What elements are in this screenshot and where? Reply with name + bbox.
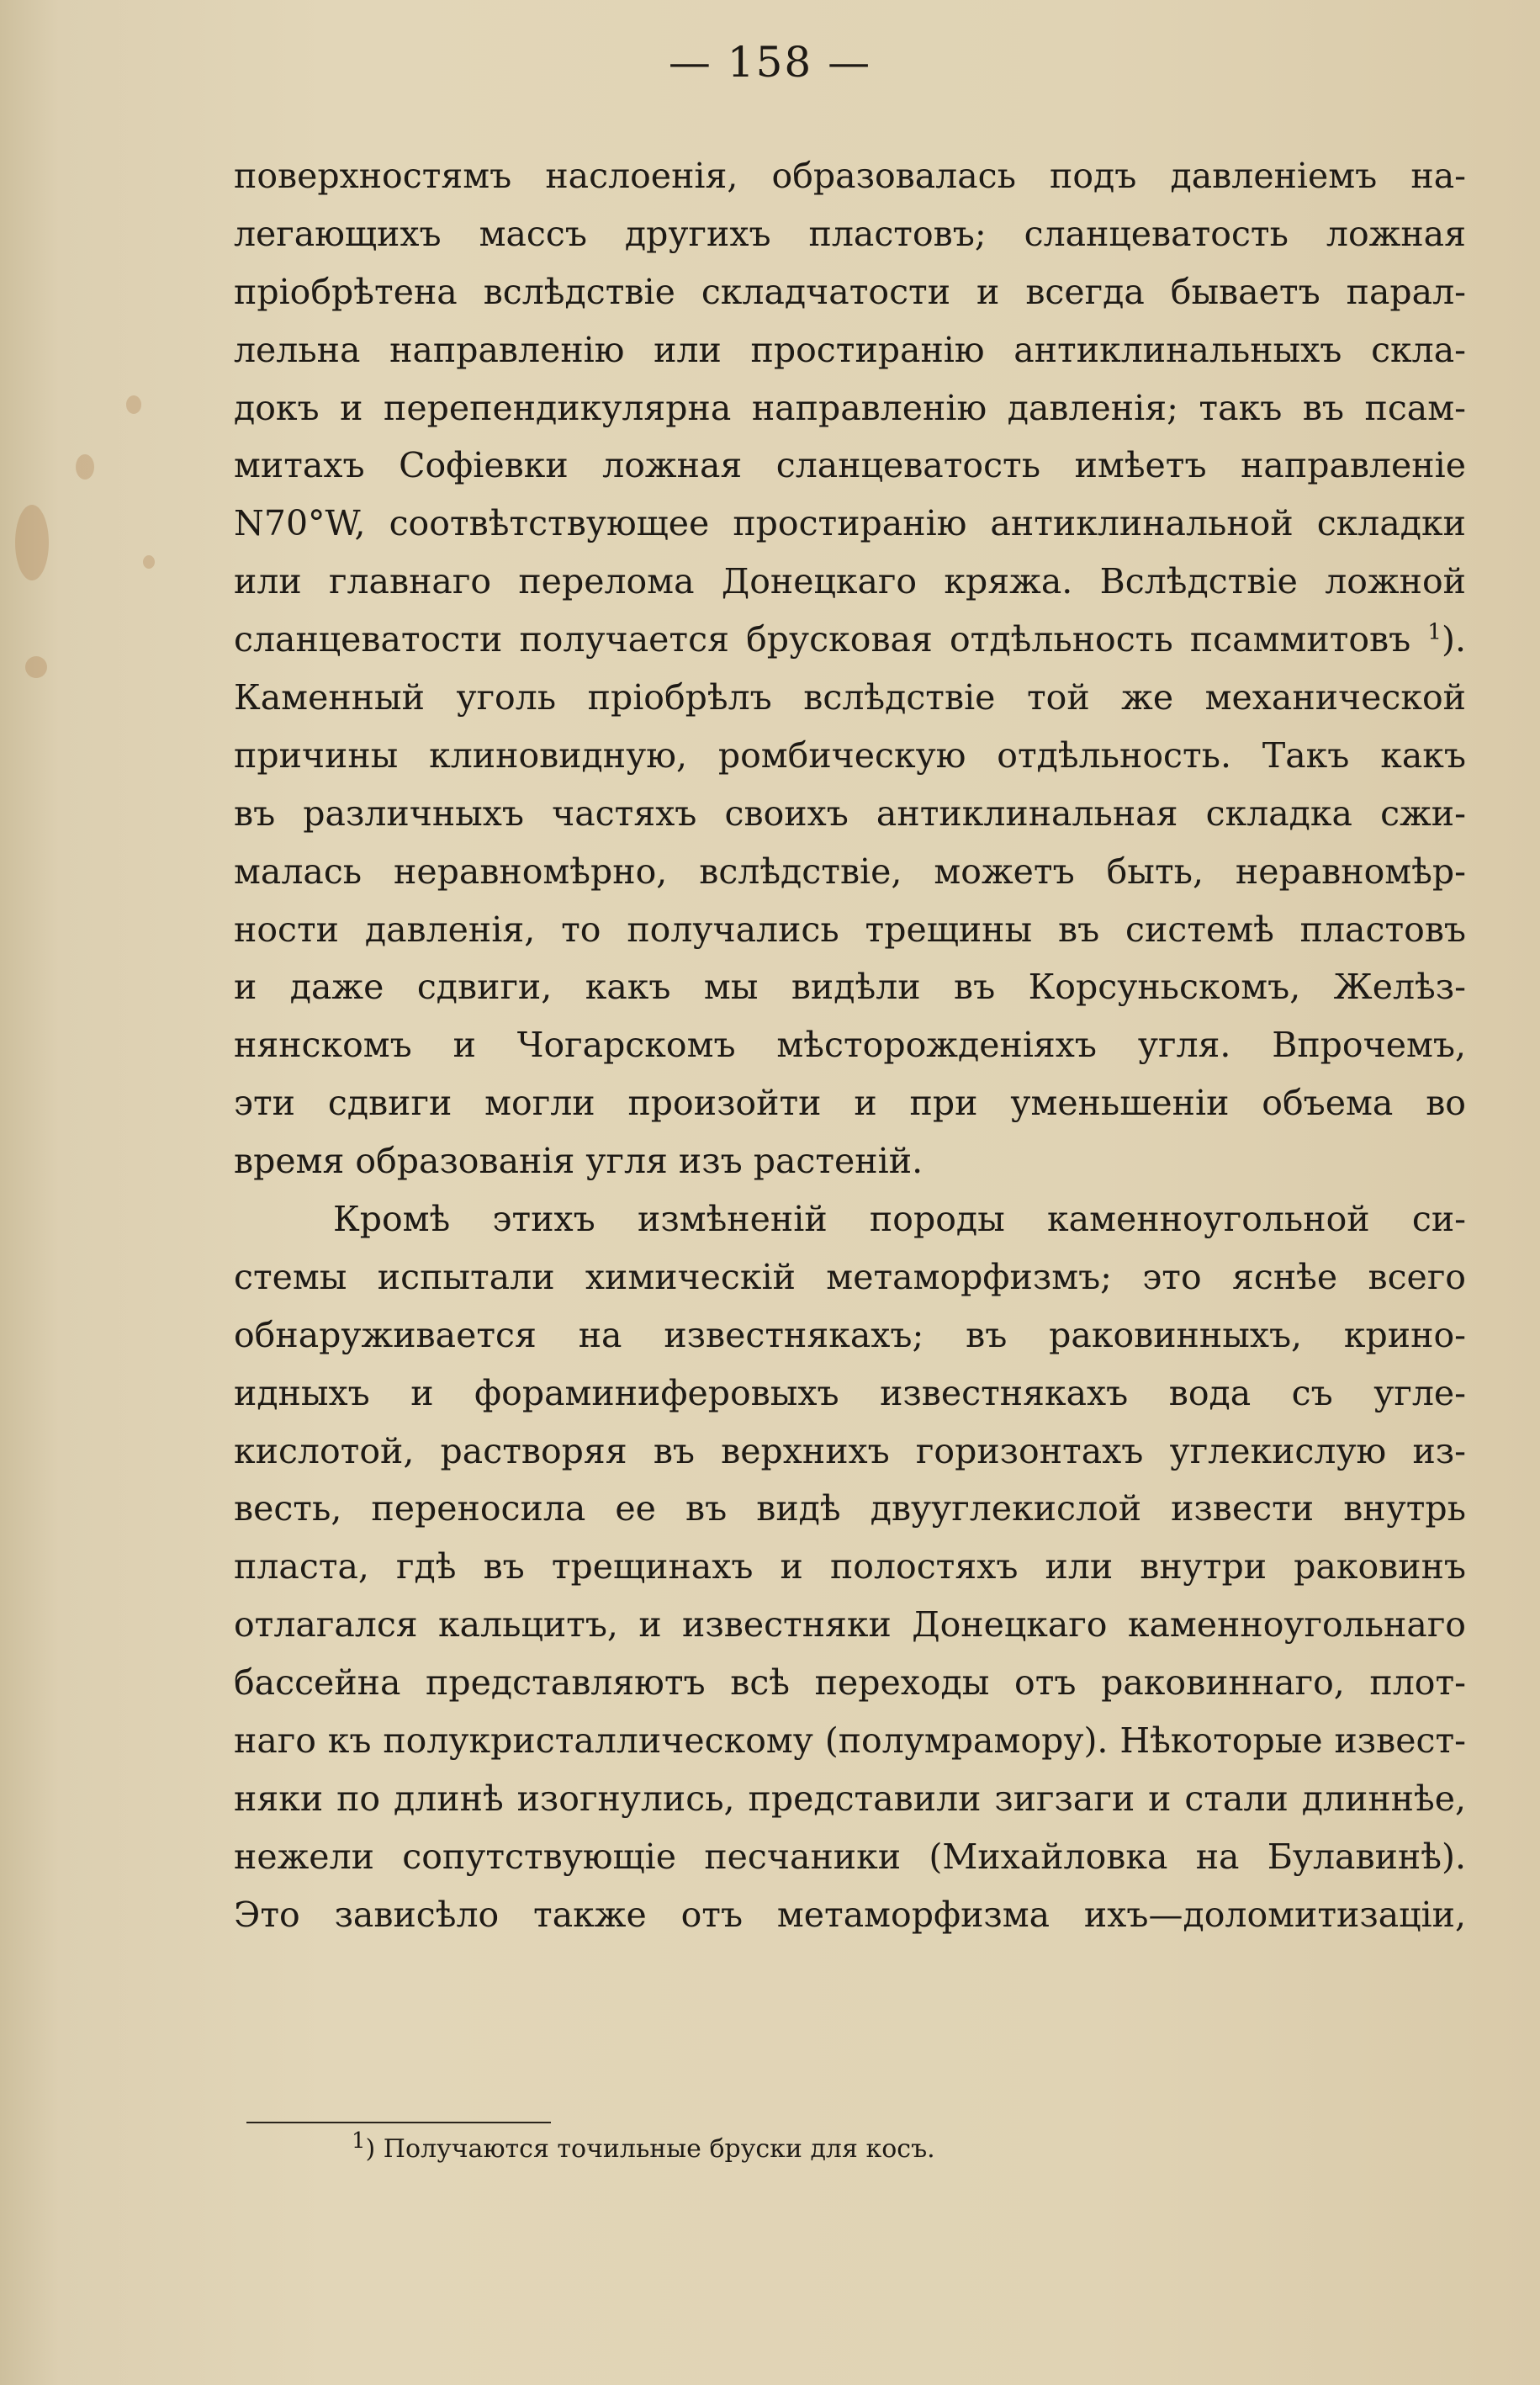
text-line: лельна направленію или простиранію антиклинальныхъ скла- bbox=[234, 329, 1466, 370]
text-line: докъ и перепендикулярна направленію давленія; такъ въ псам- bbox=[234, 387, 1466, 428]
paragraph-1 bbox=[234, 147, 1466, 1190]
body-text bbox=[234, 147, 1466, 1944]
text-line: эти сдвиги могли произойти и при уменьшеніи объема во bbox=[234, 1083, 1466, 1124]
text-line: отлагался кальцитъ, и известняки Донецкаго каменноугольнаго bbox=[234, 1604, 1466, 1646]
text-line: въ различныхъ частяхъ своихъ антиклинальная складка сжи- bbox=[234, 792, 1466, 834]
text-line: легающихъ массъ другихъ пластовъ; сланцеватость ложная bbox=[234, 213, 1466, 254]
text-line: поверхностямъ наслоенія, образовалась подъ давленіемъ на- bbox=[234, 156, 1466, 196]
paragraph-2 bbox=[234, 1190, 1466, 1944]
text-line: няки по длинѣ изогнулись, представили зигзаги и стали длиннѣе, bbox=[234, 1778, 1466, 1819]
text-line: Это зависѣло также отъ метаморфизма ихъ—доломитизаціи, bbox=[234, 1894, 1466, 1935]
text-line: весть, переносила ее въ видѣ двууглекислой извести внутрь bbox=[234, 1488, 1466, 1529]
text-fragment: ). bbox=[1441, 619, 1466, 660]
text-line: пласта, гдѣ въ трещинахъ и полостяхъ или внутри раковинъ bbox=[234, 1546, 1466, 1587]
text-line: малась неравномѣрно, вслѣдствіе, можетъ быть, неравномѣр- bbox=[234, 851, 1466, 892]
text-line: пріобрѣтена вслѣдствіе складчатости и всегда бываетъ парал- bbox=[234, 271, 1466, 312]
text-line: наго къ полукристаллическому (полумрамору). Нѣкоторые извест- bbox=[234, 1720, 1466, 1762]
text-line: N70°W, соотвѣтствующее простиранію антиклинальной складки bbox=[234, 503, 1466, 544]
text-line: митахъ Софіевки ложная сланцеватость имѣетъ направленіе bbox=[234, 445, 1466, 486]
footnote-reference: 1 bbox=[1427, 619, 1442, 645]
text-line: или главнаго перелома Донецкаго кряжа. Вслѣдствіе ложной bbox=[234, 561, 1466, 602]
text-line: Каменный уголь пріобрѣлъ вслѣдствіе той же механической bbox=[234, 677, 1466, 718]
text-line-with-footnote bbox=[234, 611, 1466, 669]
text-line: идныхъ и фораминиферовыхъ известнякахъ вода съ угле- bbox=[234, 1372, 1466, 1413]
text-line: стемы испытали химическій метаморфизмъ; это яснѣе всего bbox=[234, 1256, 1466, 1297]
foxing-stain bbox=[126, 395, 141, 414]
foxing-stain bbox=[15, 505, 49, 580]
footnote bbox=[352, 2128, 935, 2166]
text-line: и даже сдвиги, какъ мы видѣли въ Корсуньскомъ, Желѣз- bbox=[234, 967, 1466, 1008]
text-line: бассейна представляютъ всѣ переходы отъ раковиннаго, плот- bbox=[234, 1662, 1466, 1704]
text-line: нежели сопутствующіе песчаники (Михайловка на Булавинѣ). bbox=[234, 1836, 1466, 1877]
foxing-stain bbox=[76, 454, 94, 480]
text-line: время образованія угля изъ растеній. bbox=[234, 1141, 923, 1182]
text-fragment: сланцеватости получается брусковая отдѣльность псаммитовъ bbox=[234, 619, 1411, 660]
foxing-stain bbox=[143, 555, 155, 569]
footnote-marker: 1 bbox=[352, 2128, 366, 2154]
footnote-divider bbox=[246, 2122, 551, 2123]
text-line: нянскомъ и Чогарскомъ мѣсторожденіяхъ угля. Впрочемъ, bbox=[234, 1025, 1466, 1066]
text-line: обнаруживается на известнякахъ; въ раковинныхъ, крино- bbox=[234, 1314, 1466, 1355]
page-number: — 158 — bbox=[668, 38, 872, 87]
text-line: ности давленія, то получались трещины въ системѣ пластовъ bbox=[234, 909, 1466, 950]
foxing-stain bbox=[25, 656, 47, 678]
text-line: кислотой, растворяя въ верхнихъ горизонтахъ углекислую из- bbox=[234, 1430, 1466, 1471]
text-line: Кромѣ этихъ измѣненій породы каменноугольной си- bbox=[333, 1199, 1466, 1240]
text-line: причины клиновидную, ромбическую отдѣльность. Такъ какъ bbox=[234, 734, 1466, 776]
footnote-text: ) Получаются точильные бруски для косъ. bbox=[365, 2134, 935, 2164]
